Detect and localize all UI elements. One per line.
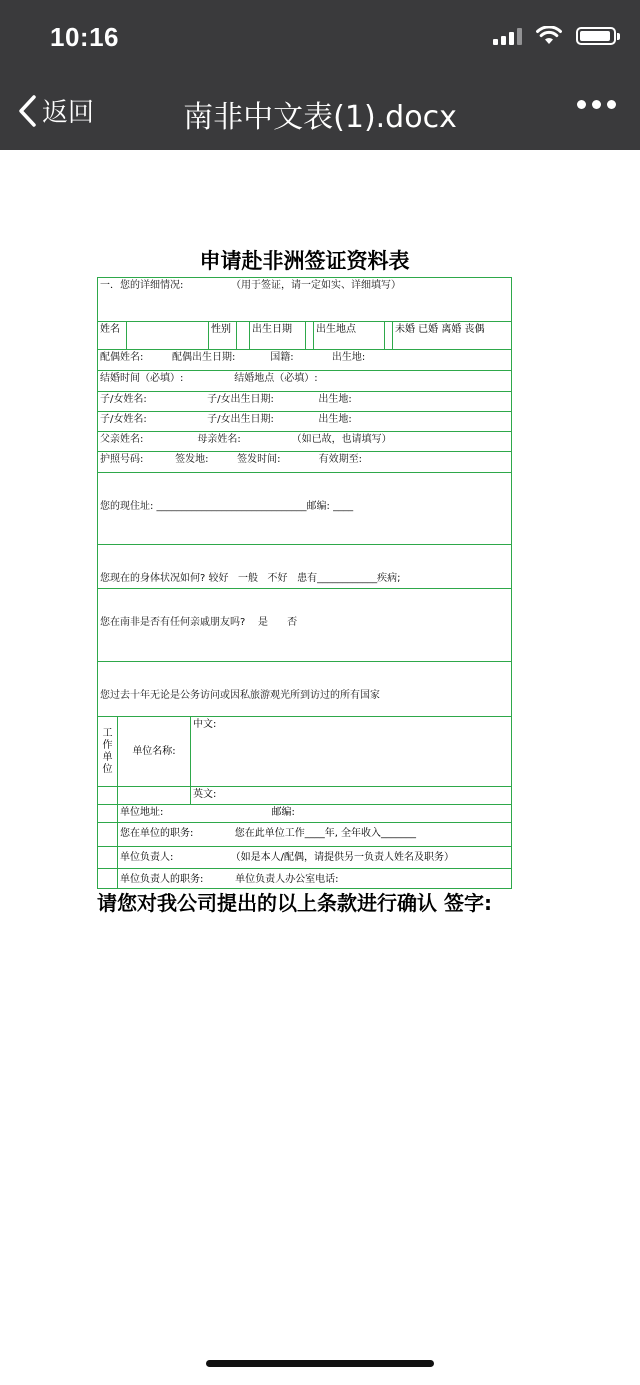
work-side-cell: [98, 869, 118, 889]
manager-position-row: [118, 869, 511, 889]
travel-history-section: [98, 662, 512, 717]
wifi-icon: [536, 26, 562, 45]
pob-cell: [384, 322, 392, 349]
company-address-text: 单位地址: 邮编:: [120, 807, 295, 818]
spouse-row: 配偶姓名: 配偶出生日期: 国籍: 出生地:: [98, 350, 512, 371]
more-dot-icon: [577, 100, 586, 109]
manager-text: 单位负责人: （如是本人/配偶，请提供另一负责人姓名及职务）: [120, 852, 454, 863]
name-row: [98, 322, 512, 350]
more-dot-icon: [592, 100, 601, 109]
section-personal-details: 一．您的详细情况: （用于签证，请一定如实、详细填写）: [98, 278, 512, 322]
address-section: [98, 473, 512, 545]
company-name-chinese: 中文:: [190, 717, 511, 786]
company-address-row: [118, 805, 511, 823]
status-time: 10:16: [50, 22, 119, 52]
pob-label: 出生地点: [313, 322, 384, 349]
company-english-row: [118, 787, 511, 805]
company-english-blank: [118, 787, 190, 804]
child-row: 子/女姓名: 子/女出生日期: 出生地:: [98, 412, 512, 432]
work-unit-label: 工作单位: [98, 717, 118, 787]
confirmation-text: 请您对我公司提出的以上条款进行确认 签字:: [97, 891, 492, 915]
gender-label: 性别: [208, 322, 236, 349]
work-side-cell: [98, 805, 118, 823]
gender-cell: [236, 322, 249, 349]
company-name-label: 单位名称:: [132, 746, 176, 757]
marital-status-options: 未婚 已婚 离婚 丧偶: [392, 322, 511, 349]
child-row: 子/女姓名: 子/女出生日期: 出生地:: [98, 392, 512, 412]
home-indicator[interactable]: [206, 1360, 434, 1367]
document-title: 南非中文表(1).docx: [183, 100, 457, 135]
name-cell: [126, 322, 208, 349]
form-title: 申请赴非洲签证资料表: [199, 249, 410, 273]
relatives-line: 您在南非是否有任何亲戚朋友吗? 是 否: [100, 617, 298, 628]
visa-form-table: [97, 277, 512, 889]
more-options-button[interactable]: [577, 100, 616, 109]
position-row: [118, 823, 511, 847]
work-side-cell: [98, 823, 118, 847]
chevron-left-icon: [18, 94, 38, 128]
battery-icon: [576, 27, 616, 45]
company-name-english: 英文:: [190, 787, 511, 804]
name-label: 姓名: [100, 324, 120, 335]
health-section: [98, 545, 512, 589]
address-line: 您的现住址: ______________________________邮编: ____: [100, 501, 354, 512]
signal-icon: [493, 27, 522, 45]
manager-row: [118, 847, 511, 869]
travel-line: 您过去十年无论是公务访问或因私旅游观光所到访过的所有国家: [100, 690, 380, 701]
passport-row: 护照号码: 签发地: 签发时间: 有效期至:: [98, 452, 512, 473]
company-name-row: [118, 717, 511, 787]
back-label: 返回: [42, 98, 95, 128]
more-dot-icon: [607, 100, 616, 109]
manager-position-text: 单位负责人的职务: 单位负责人办公室电话:: [120, 874, 339, 885]
marriage-row: 结婚时间（必填）: 结婚地点（必填）:: [98, 371, 512, 392]
parents-row: 父亲姓名: 母亲姓名: （如已故，也请填写）: [98, 432, 512, 452]
work-unit-section: [98, 717, 512, 889]
nav-bar: [0, 0, 640, 150]
dob-label: 出生日期: [249, 322, 305, 349]
relatives-section: [98, 589, 512, 662]
dob-cell: [305, 322, 313, 349]
work-side-cell: [98, 787, 118, 805]
back-button[interactable]: [18, 92, 94, 129]
health-line: 您现在的身体状况如何? 较好 一般 不好 患有____________疾病;: [100, 573, 401, 584]
work-side-cell: [98, 847, 118, 869]
status-icons: [493, 26, 616, 45]
position-text: 您在单位的职务: 您在此单位工作____年, 全年收入_______: [120, 828, 417, 839]
document-page: [97, 245, 512, 916]
